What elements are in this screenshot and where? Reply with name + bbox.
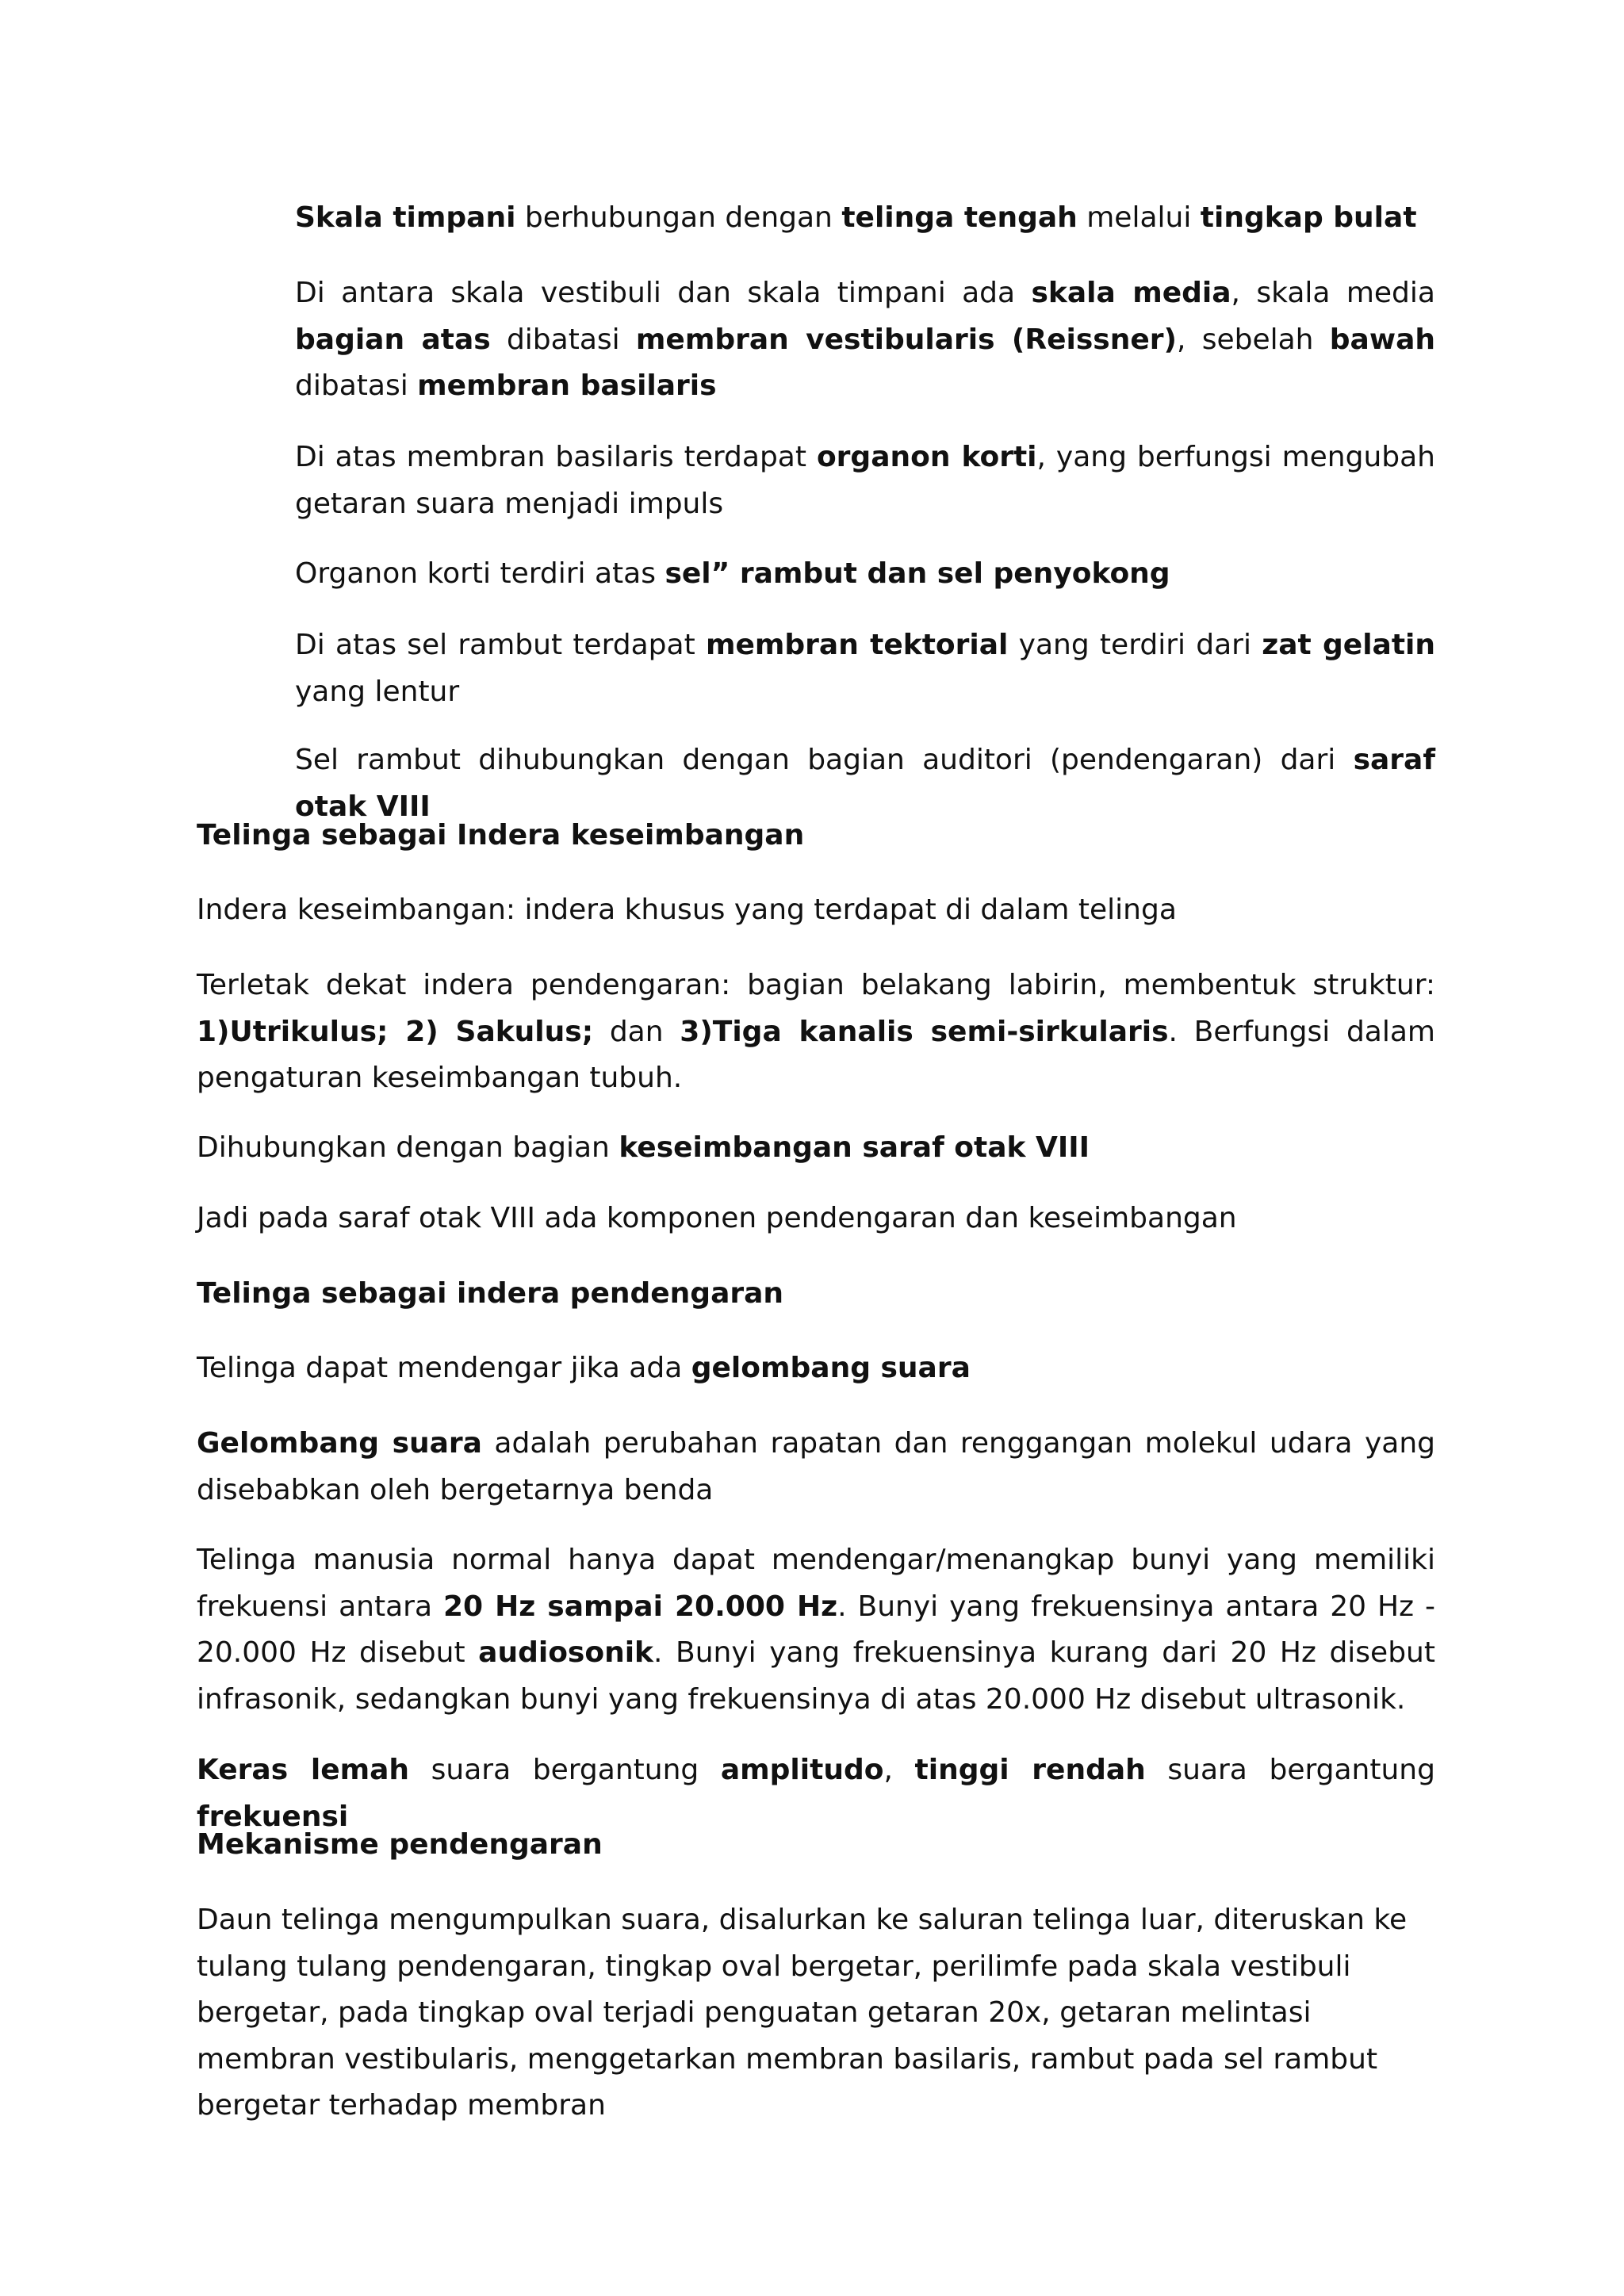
text-run: . Berfungsi dalam pengaturan keseimbangan tubuh. bbox=[197, 1015, 1435, 1094]
text-run: , bbox=[883, 1754, 915, 1786]
text-run: dibatasi bbox=[490, 323, 636, 356]
bold-text: organon korti bbox=[816, 441, 1037, 473]
text-run: Dihubungkan dengan bagian bbox=[197, 1131, 619, 1164]
paragraph-8 bbox=[197, 887, 1435, 934]
bold-text: membran vestibularis (Reissner) bbox=[635, 323, 1177, 356]
text-run: Daun telinga mengumpulkan suara, disalurkan ke saluran telinga luar, diteruskan ke tulang tulang pendengaran, tingkap oval bergetar, perilimfe pada skala vestibuli bergetar, pada tingkap oval terjadi penguatan getaran 20x, getaran melintasi membran vestibularis, menggetarkan membran basilaris, rambut pada sel rambut bergetar terhadap membran bbox=[197, 1904, 1408, 2122]
bold-text: Gelombang suara bbox=[197, 1427, 482, 1460]
bold-text: 3)Tiga kanalis semi-sirkularis bbox=[680, 1015, 1169, 1048]
text-run: yang terdiri dari bbox=[1008, 629, 1262, 661]
text-run: . Bunyi yang frekuensinya antara 20 Hz - 20.000 Hz disebut bbox=[197, 1590, 1435, 1669]
text-run: , skala media bbox=[1231, 277, 1435, 309]
paragraph-10 bbox=[197, 1125, 1435, 1172]
text-run: Telinga dapat mendengar jika ada bbox=[197, 1352, 691, 1384]
text-run: Telinga manusia normal hanya dapat mendengar/menangkap bunyi yang memiliki frekuensi antara bbox=[197, 1544, 1435, 1623]
text-run: suara bergantung bbox=[409, 1754, 721, 1786]
bold-text: membran basilaris bbox=[417, 369, 717, 402]
bold-text: skala media bbox=[1031, 277, 1231, 309]
bold-text: Mekanisme pendengaran bbox=[197, 1828, 603, 1861]
text-run: Terletak dekat indera pendengaran: bagian belakang labirin, membentuk struktur: bbox=[197, 969, 1435, 1001]
text-run: yang lentur bbox=[295, 675, 460, 708]
text-run: Indera keseimbangan: indera khusus yang terdapat di dalam telinga bbox=[197, 894, 1177, 926]
text-run: Di atas sel rambut terdapat bbox=[295, 629, 706, 661]
bold-text: tinggi rendah bbox=[914, 1754, 1146, 1786]
paragraph-3 bbox=[295, 434, 1435, 527]
paragraph-13 bbox=[197, 1345, 1435, 1392]
paragraph-18 bbox=[197, 1897, 1435, 2130]
bold-text: zat gelatin bbox=[1262, 629, 1436, 661]
bold-text: amplitudo bbox=[720, 1754, 884, 1786]
paragraph-4 bbox=[295, 551, 1435, 598]
text-run: Organon korti terdiri atas bbox=[295, 557, 665, 590]
bold-text: keseimbangan saraf otak VIII bbox=[619, 1131, 1090, 1164]
paragraph-15 bbox=[197, 1537, 1435, 1723]
bold-text: saraf otak VIII bbox=[295, 744, 1435, 823]
text-run: Sel rambut dihubungkan dengan bagian auditori (pendengaran) dari bbox=[295, 744, 1354, 776]
text-run: , sebelah bbox=[1176, 323, 1330, 356]
bold-text: gelombang suara bbox=[691, 1352, 971, 1384]
text-run: Jadi pada saraf otak VIII ada komponen pendengaran dan keseimbangan bbox=[197, 1202, 1237, 1234]
bold-text: tingkap bulat bbox=[1200, 201, 1417, 234]
text-run: adalah perubahan rapatan dan renggangan molekul udara yang disebabkan oleh bergetarnya benda bbox=[197, 1427, 1435, 1506]
paragraph-11 bbox=[197, 1196, 1435, 1242]
text-run: suara bergantung bbox=[1145, 1754, 1435, 1786]
paragraph-9 bbox=[197, 962, 1435, 1102]
bold-text: 20 Hz sampai 20.000 Hz bbox=[442, 1590, 838, 1623]
paragraph-1 bbox=[295, 195, 1435, 242]
text-run: . Bunyi yang frekuensinya kurang dari 20 Hz disebut infrasonik, sedangkan bunyi yang frekuensinya di atas 20.000 Hz disebut ultrasonik. bbox=[197, 1636, 1435, 1716]
bold-text: Telinga sebagai indera pendengaran bbox=[197, 1277, 784, 1310]
text-run: dibatasi bbox=[295, 369, 418, 402]
paragraph-17 bbox=[197, 1822, 1435, 1869]
bold-text: telinga tengah bbox=[841, 201, 1078, 234]
bold-text: bagian atas bbox=[295, 323, 491, 356]
bold-text: Telinga sebagai Indera keseimbangan bbox=[197, 819, 805, 851]
paragraph-7 bbox=[197, 813, 1435, 859]
text-run: , yang berfungsi mengubah getaran suara menjadi impuls bbox=[295, 441, 1435, 520]
bold-text: Keras lemah bbox=[197, 1754, 410, 1786]
bold-text: bawah bbox=[1329, 323, 1435, 356]
text-run: Di atas membran basilaris terdapat bbox=[295, 441, 817, 473]
paragraph-14 bbox=[197, 1421, 1435, 1513]
text-run: Di antara skala vestibuli dan skala timpani ada bbox=[295, 277, 1032, 309]
text-run: melalui bbox=[1077, 201, 1201, 234]
bold-text: membran tektorial bbox=[705, 629, 1009, 661]
paragraph-2 bbox=[295, 270, 1435, 410]
bold-text: audiosonik bbox=[478, 1636, 653, 1669]
paragraph-12 bbox=[197, 1271, 1435, 1318]
bold-text: Skala timpani bbox=[295, 201, 516, 234]
bold-text: frekuensi bbox=[197, 1800, 349, 1833]
bold-text: 1)Utrikulus; 2) Sakulus; bbox=[197, 1015, 594, 1048]
paragraph-5 bbox=[295, 622, 1435, 715]
bold-text: sel” rambut dan sel penyokong bbox=[665, 557, 1170, 590]
text-run: berhubungan dengan bbox=[515, 201, 842, 234]
text-run: dan bbox=[593, 1015, 680, 1048]
